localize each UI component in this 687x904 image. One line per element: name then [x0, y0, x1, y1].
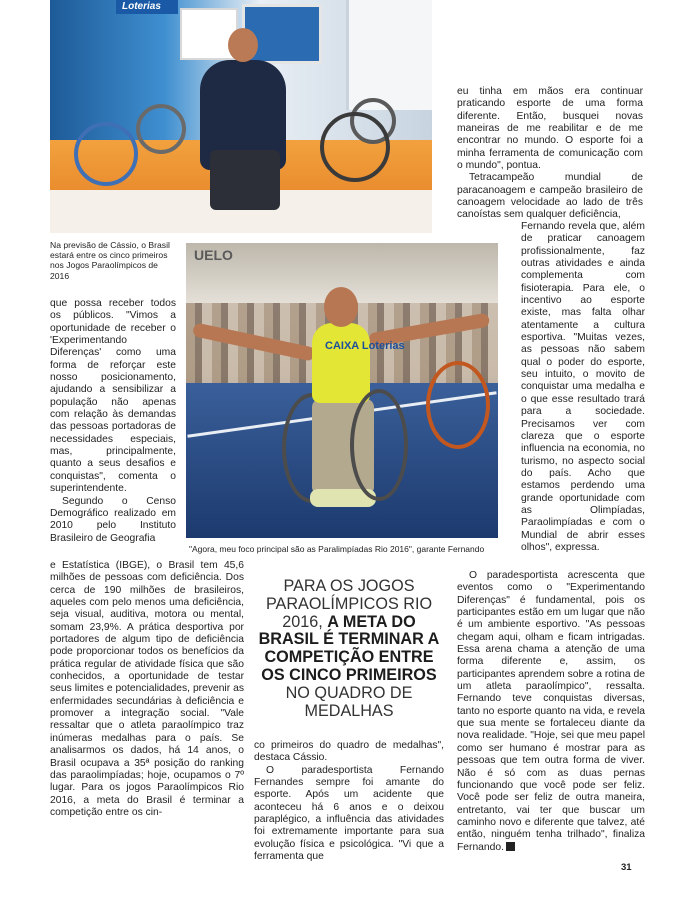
article-column-middle-bottom — [254, 740, 444, 863]
wheelchair-wheel — [350, 389, 408, 501]
paragraph: eu tinha em mãos era continuar praticando esporte de uma forma diferente. Então, busquei novas maneiras de me reabilitar e de me encontrar no mundo. O esporte foi a minha ferramenta de comunicação com o mundo", pontua. — [457, 86, 643, 172]
paragraph: que possa receber todos os públicos. "Vimos a oportunidade de receber o 'Experimentando Diferenças' como uma forma de reforçar este nosso posicionamento, ajudando a sensibilizar a população não apenas com relação às demandas das pessoas portadoras de necessidades especiais, mas, principalmente, quanto a seus desafios e conquistas", comenta o superintendente. — [50, 298, 176, 495]
wheelchair-wheel — [136, 104, 186, 154]
article-column-left-wide — [50, 560, 244, 819]
pull-quote — [256, 578, 442, 720]
page-number: 31 — [621, 862, 632, 873]
wheelchair-wheel — [426, 361, 490, 449]
paragraph-text: O paradesportista acrescenta que eventos como o "Experimentando Diferenças" é fundamental, pois os participantes estão em um lugar que não é um ambiente esportivo. "As pessoas chegam aqui, olham e ficam intrigadas. Essa arena chama a atenção de uma forma diferente e, assim, os participantes aprendem sobre a rotina de um atleta paraolímpico", ressalta. Fernando teve conquistas diversas, tanto no esporte quanto na vida, e revela que sua mente se fortaleceu diante da nova realidade. "Hoje, sei que meu papel como ser humano é mostrar para as pessoas que tem outra forma de viver. Não é só com as duas pernas funcionando que você pode ser feliz. Você pode ser feliz de outra maneira, entretanto, vai ter que buscar um caminho novo e diferente que talvez, até então, ninguém tenha trilhado", finaliza Fernando. — [457, 570, 645, 853]
caption-middle-photo: "Agora, meu foco principal são as Paralimpíadas Rio 2016", garante Fernando — [189, 544, 485, 554]
person-legs — [210, 150, 280, 210]
pull-quote-tail: NO QUADRO DE MEDALHAS — [285, 683, 413, 720]
photo-fernando-wheelchair — [186, 243, 498, 538]
article-column-top-right — [457, 86, 643, 222]
wheelchair-wheel — [320, 112, 390, 182]
article-column-left-narrow — [50, 298, 176, 545]
pull-quote-lead: PARA OS JOGOS PARAOLÍMPICOS RIO 2016, — [265, 577, 433, 631]
photo-storefront — [346, 0, 432, 110]
paragraph — [457, 570, 645, 854]
article-column-right-narrow — [521, 221, 645, 554]
person-torso — [312, 323, 370, 403]
paragraph: O paradesportista Fernando Fernandes sempre foi amante do esporte. Após um acidente que aconteceu há 6 anos e o deixou paraplégico, a influência das atividades foi extremamente importante para sua evolução física e psicológica. "Vi que a ferramenta que — [254, 764, 444, 863]
paragraph: co primeiros do quadro de medalhas", destaca Cássio. — [254, 740, 444, 764]
end-of-article-icon — [506, 842, 515, 851]
article-column-right-bottom — [457, 570, 645, 854]
person-head — [228, 28, 258, 62]
pull-quote-highlight: A META DO BRASIL É TERMINAR A COMPETIÇÃO ENTRE OS CINCO PRIMEIROS — [258, 612, 440, 684]
paragraph: Fernando revela que, além de praticar canoagem profissionalmente, faz outras atividades e ainda complementa com fisioterapia. Para ele, o incentivo ao esporte existe, mas falta olhar atentamente a cultura esportiva. "Muitas vezes, as pessoas não sabem qual o poder do esporte, seu intuito, o movito de conquistar uma medalha e o que esse resultado trará para a sociedade. Precisamos ver com clareza que o esporte influencia na economia, no turismo, no aspecto social do país. Acho que estamos perdendo uma grande oportunidade com as Olimpíadas, Paraolimpíadas e com o Mundial de abrir esses olhos", expressa. — [521, 221, 645, 553]
photo-store-sign: UELO — [194, 247, 233, 263]
photo-cassio-wheelchairs — [50, 0, 432, 233]
shirt-logo: CAIXA Loterias — [325, 340, 405, 352]
paragraph: e Estatística (IBGE), o Brasil tem 45,6 milhões de pessoas com deficiência. Dos cerca de 190 milhões de brasileiros, aqueles com pelo menos uma deficiência, seja visual, auditiva, motora ou mental, somam 23,9%. A prática desportiva por portadores de algum tipo de deficiência pode proporcionar todos os benefícios da prática regular de atividade física que são conhecidos, a oportunidade de testar seus limites e potencialidades, prevenir as enfermidades secundárias à deficiência e promover a integração social. "Vale ressaltar que o atleta paraolímpico traz inúmeras medalhas para o país. Se analisarmos os dados, há 14 anos, o Brasil ocupava a 35ª posição do ranking das paraolimpíadas; hoje, ocupamos o 7º lugar. Para os jogos Paraolímpicos Rio 2016, a meta do Brasil é terminar a competição entre os cin- — [50, 560, 244, 818]
person-head — [324, 287, 358, 327]
paragraph: Segundo o Censo Demográfico realizado em 2010 pelo Instituto Brasileiro de Geografia — [50, 495, 176, 544]
caption-top-photo: Na previsão de Cássio, o Brasil estará entre os cinco primeiros nos Jogos Paraolímpicos de 2016 — [50, 240, 170, 281]
paragraph: Tetracampeão mundial de paracanoagem e campeão brasileiro de canoagem velocidade ao lado de três canoístas sem qualquer deficiência, — [457, 172, 643, 221]
wheelchair-wheel — [74, 122, 138, 186]
loterias-logo: Loterias — [116, 0, 178, 14]
